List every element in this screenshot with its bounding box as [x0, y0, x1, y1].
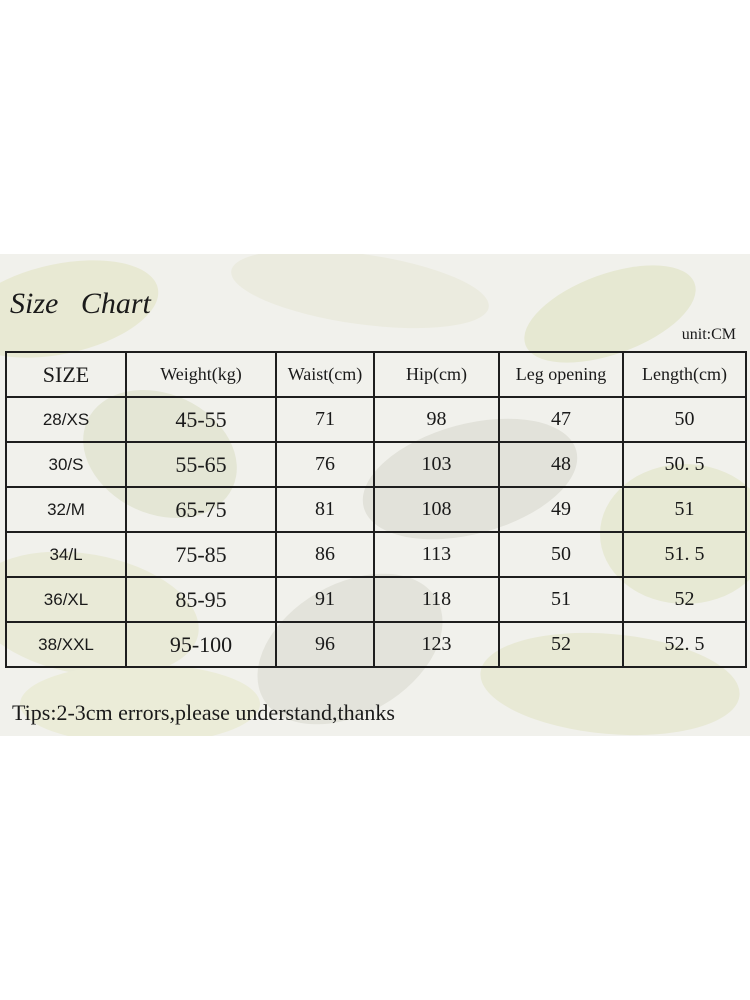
table-row — [6, 622, 746, 667]
camo-blob — [226, 254, 493, 342]
cell-waist: 86 — [276, 532, 374, 577]
cell-size: 38/XXL — [6, 622, 126, 667]
cell-hip: 118 — [374, 577, 499, 622]
cell-waist: 71 — [276, 397, 374, 442]
cell-leg-opening: 50 — [499, 532, 623, 577]
cell-size: 30/S — [6, 442, 126, 487]
header-length: Length(cm) — [623, 352, 746, 397]
cell-weight: 75-85 — [126, 532, 276, 577]
cell-waist: 76 — [276, 442, 374, 487]
cell-waist: 91 — [276, 577, 374, 622]
table-header-row — [6, 352, 746, 397]
cell-weight: 55-65 — [126, 442, 276, 487]
size-chart-table — [5, 351, 747, 668]
table-row — [6, 442, 746, 487]
cell-weight: 65-75 — [126, 487, 276, 532]
page-title: Size Chart — [10, 287, 151, 320]
cell-hip: 98 — [374, 397, 499, 442]
cell-length: 52 — [623, 577, 746, 622]
table-row — [6, 487, 746, 532]
cell-hip: 113 — [374, 532, 499, 577]
cell-leg-opening: 47 — [499, 397, 623, 442]
cell-size: 28/XS — [6, 397, 126, 442]
header-weight: Weight(kg) — [126, 352, 276, 397]
cell-weight: 95-100 — [126, 622, 276, 667]
cell-hip: 103 — [374, 442, 499, 487]
cell-leg-opening: 52 — [499, 622, 623, 667]
cell-leg-opening: 48 — [499, 442, 623, 487]
table-row — [6, 577, 746, 622]
table-row — [6, 532, 746, 577]
cell-length: 50 — [623, 397, 746, 442]
unit-label: unit:CM — [681, 326, 736, 343]
cell-leg-opening: 51 — [499, 577, 623, 622]
cell-size: 32/M — [6, 487, 126, 532]
cell-size: 34/L — [6, 532, 126, 577]
cell-length: 51. 5 — [623, 532, 746, 577]
cell-length: 52. 5 — [623, 622, 746, 667]
cell-leg-opening: 49 — [499, 487, 623, 532]
cell-size: 36/XL — [6, 577, 126, 622]
table-row — [6, 397, 746, 442]
cell-waist: 81 — [276, 487, 374, 532]
cell-length: 50. 5 — [623, 442, 746, 487]
header-size: SIZE — [6, 352, 126, 397]
header-hip: Hip(cm) — [374, 352, 499, 397]
cell-weight: 85-95 — [126, 577, 276, 622]
cell-hip: 123 — [374, 622, 499, 667]
header-waist: Waist(cm) — [276, 352, 374, 397]
cell-weight: 45-55 — [126, 397, 276, 442]
cell-length: 51 — [623, 487, 746, 532]
cell-waist: 96 — [276, 622, 374, 667]
header-leg-opening: Leg opening — [499, 352, 623, 397]
cell-hip: 108 — [374, 487, 499, 532]
tips-note: Tips:2-3cm errors,please understand,thanks — [12, 700, 395, 725]
